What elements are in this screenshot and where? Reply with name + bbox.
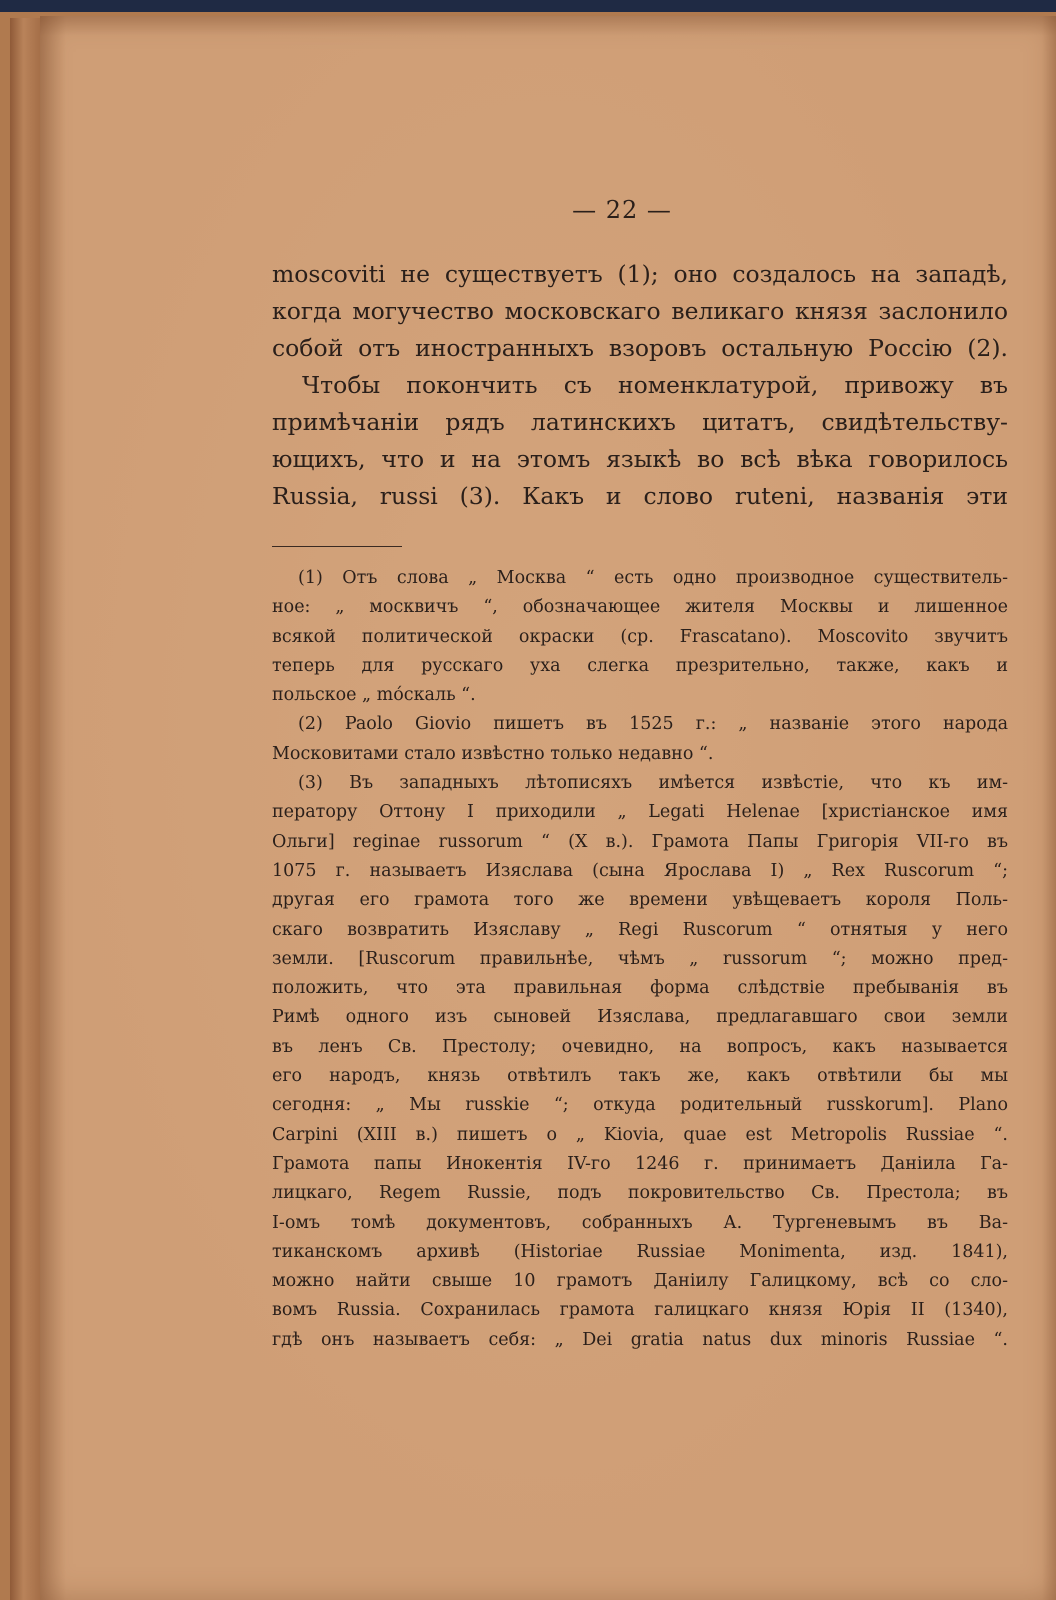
footnote-line: польское „ móскаль “. [272,685,476,706]
footnote-line: Московитами стало извѣстно только недавно “. [272,743,714,764]
footnote-separator [272,546,402,547]
footnote-line: положить, что эта правильная форма слѣдствіе пребыванія въ [272,978,1008,999]
footnote-line: (2) Paolo Giovio пишетъ въ 1525 г.: „ названіе этого народа [298,714,1008,735]
footnote-line: теперь для русскаго уха слегка презрительно, также, какъ и [272,655,1008,676]
footnote-line: лицкаго, Regem Russie, подъ покровительство Св. Престола; въ [272,1183,1008,1204]
text-line: собой отъ иностранныхъ взоровъ остальную Россію (2). [272,334,1008,362]
text-line: ющихъ, что и на этомъ языкѣ во всѣ вѣка говорилось [272,445,1008,473]
footnote-line: въ ленъ Св. Престолу; очевидно, на вопросъ, какъ называется [272,1036,1008,1057]
footnote-line: (1) Отъ слова „ Москва “ есть одно производное существитель- [298,568,1008,588]
footnote-line: Грамота папы Инокентія IV-го 1246 г. принимаетъ Даніила Га- [272,1153,1008,1174]
footnote-line: ператору Оттону I приходили „ Legati Helenae [христіанское имя [272,802,1008,823]
footnotes [272,564,1008,1355]
footnote-line: сегодня: „ Мы russkie “; откуда родительный russkorum]. Plano [272,1095,1008,1116]
footnote-line: 1075 г. называетъ Изяслава (сына Ярослава I) „ Rex Ruscorum “; [272,860,1008,881]
footnote-line: другая его грамота того же времени увѣщеваетъ короля Поль- [272,890,1008,911]
footnote-line: тиканскомъ архивѣ (Historiae Russiae Monimenta, изд. 1841), [272,1241,1008,1262]
footnote-line: вомъ Russia. Сохранилась грамота галицкаго князя Юрія II (1340), [272,1300,1008,1321]
footnote-line: гдѣ онъ называетъ себя: „ Dei gratia natus dux minoris Russiae “. [272,1329,1008,1350]
footnote-line: I-омъ томѣ документовъ, собранныхъ А. Тургеневымъ въ Ва- [272,1212,1008,1233]
main-text [272,256,1008,515]
footnote-line: скаго возвратить Изяславу „ Regi Ruscorum “ отнятыя у него [272,919,1008,940]
footnote-line: всякой политической окраски (ср. Frascatano). Moscovito звучитъ [272,626,1008,647]
text-line: когда могучество московскаго великаго князя заслонило [272,297,1008,325]
footnote-line: земли. [Ruscorum правильнѣе, чѣмъ „ russorum “; можно пред- [272,948,1008,969]
scanned-page [40,16,1056,1600]
text-line: Russia, russi (3). Какъ и слово ruteni, названія эти [272,482,1008,510]
book-binding [10,18,44,1600]
footnote-line: Carpini (XIII в.) пишетъ о „ Kiovia, quae est Metropolis Russiae “. [272,1124,1008,1145]
text-line: примѣчаніи рядъ латинскихъ цитатъ, свидѣтельству- [272,408,1008,436]
footnote-line: (3) Въ западныхъ лѣтописяхъ имѣется извѣстіе, что къ им- [298,773,1008,794]
footnote-line: Римѣ одного изъ сыновей Изяслава, предлагавшаго свои земли [272,1007,1008,1028]
footnote-line: ное: „ москвичъ “, обозначающее жителя Москвы и лишенное [272,597,1008,618]
footnote-line: его народъ, князь отвѣтилъ такъ же, какъ отвѣтили бы мы [272,1066,1008,1087]
footnote-line: Ольги] reginae russorum “ (X в.). Грамота Папы Григорія VII-го въ [272,831,1008,852]
text-line: moscoviti не существуетъ (1); оно создалось на западѣ, [272,260,1008,288]
page-number: — 22 — [572,196,672,224]
text-line: Чтобы покончить съ номенклатурой, привожу въ [302,371,1008,399]
footnote-line: можно найти свыше 10 грамотъ Даніилу Галицкому, всѣ со сло- [272,1271,1008,1292]
